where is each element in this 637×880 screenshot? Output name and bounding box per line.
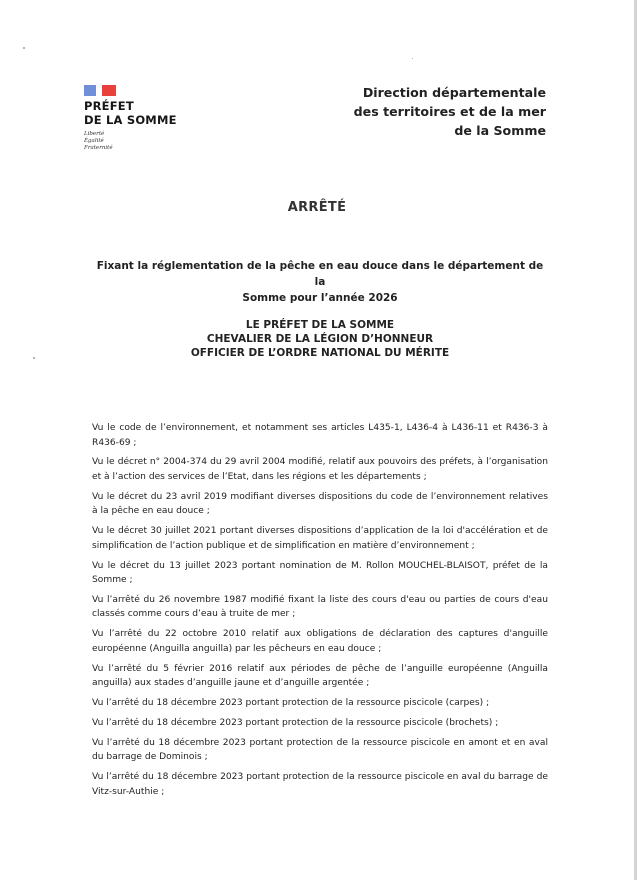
scan-speck bbox=[412, 58, 413, 59]
visa-item: Vu l’arrêté du 26 novembre 1987 modifié fixant la liste des cours d'eau ou parties de cours d'eau classés comme cours d’eau à truite de mer ; bbox=[92, 594, 548, 620]
issuing-direction: Direction départementale des territoires et de la mer de la Somme bbox=[353, 85, 546, 138]
prefet-name: PRÉFET DE LA SOMME bbox=[84, 99, 177, 127]
scan-speck bbox=[33, 357, 35, 359]
visas-list bbox=[92, 421, 548, 804]
scan-speck bbox=[23, 47, 25, 49]
visa-item: Vu le décret 30 juillet 2021 portant diverses dispositions d’application de la loi d'accélération et de simplification de l’action publique et de simplification en matière d’environnement ; bbox=[92, 526, 548, 551]
visa-item: Vu le code de l’environnement, et notamment ses articles L435-1, L436-4 à L436-11 et R436-3 à R436-69 ; bbox=[92, 423, 548, 448]
visa-item: Vu l’arrêté du 22 octobre 2010 relatif aux obligations de déclaration des captures d'anguille européenne (Anguilla anguilla) par les pêcheurs en eau douce ; bbox=[92, 629, 548, 654]
visa-item: Vu le décret n° 2004-374 du 29 avril 2004 modifié, relatif aux pouvoirs des préfets, à l’organisation et à l’action des services de l’Etat, dans les régions et les départements ; bbox=[92, 457, 548, 482]
visa-item: Vu l’arrêté du 18 décembre 2023 portant protection de la ressource piscicole (brochets) ; bbox=[92, 717, 499, 728]
document-title: ARRÊTÉ bbox=[287, 200, 347, 215]
visa-item: Vu le décret du 13 juillet 2023 portant nomination de M. Rollon MOUCHEL-BLAISOT, préfet de la Somme ; bbox=[92, 560, 548, 586]
flag-red bbox=[102, 85, 116, 96]
visa-item: Vu l’arrêté du 18 décembre 2023 portant protection de la ressource piscicole en aval du barrage de Vitz-sur-Authie ; bbox=[92, 771, 548, 797]
prefet-logo bbox=[84, 85, 177, 152]
visa-item: Vu l’arrêté du 18 décembre 2023 portant protection de la ressource piscicole (carpes) ; bbox=[92, 698, 490, 708]
visa-item: Vu l’arrêté du 5 février 2016 relatif aux périodes de pêche de l’anguille européenne (Anguilla anguilla) aux stades d’anguille jaune et d’anguille argentée ; bbox=[92, 663, 548, 689]
marianne-flag-icon bbox=[84, 85, 177, 96]
republic-motto: Liberté Égalité Fraternité bbox=[84, 131, 113, 151]
visa-item: Vu l’arrêté du 18 décembre 2023 portant protection de la ressource piscicole en amont et en aval du barrage de Dominois ; bbox=[92, 737, 548, 763]
prefet-titles: LE PRÉFET DE LA SOMME CHEVALIER DE LA LÉGION D’HONNEUR OFFICIER DE L’ORDRE NATIONAL DU MÉRITE bbox=[190, 319, 450, 359]
visa-item: Vu le décret du 23 avril 2019 modifiant diverses dispositions du code de l’environnement relatives à la pêche en eau douce ; bbox=[92, 491, 548, 517]
flag-blue bbox=[84, 85, 96, 96]
document-subtitle: Fixant la réglementation de la pêche en eau douce dans le département de la Somme pour l’année 2026 bbox=[96, 260, 544, 304]
